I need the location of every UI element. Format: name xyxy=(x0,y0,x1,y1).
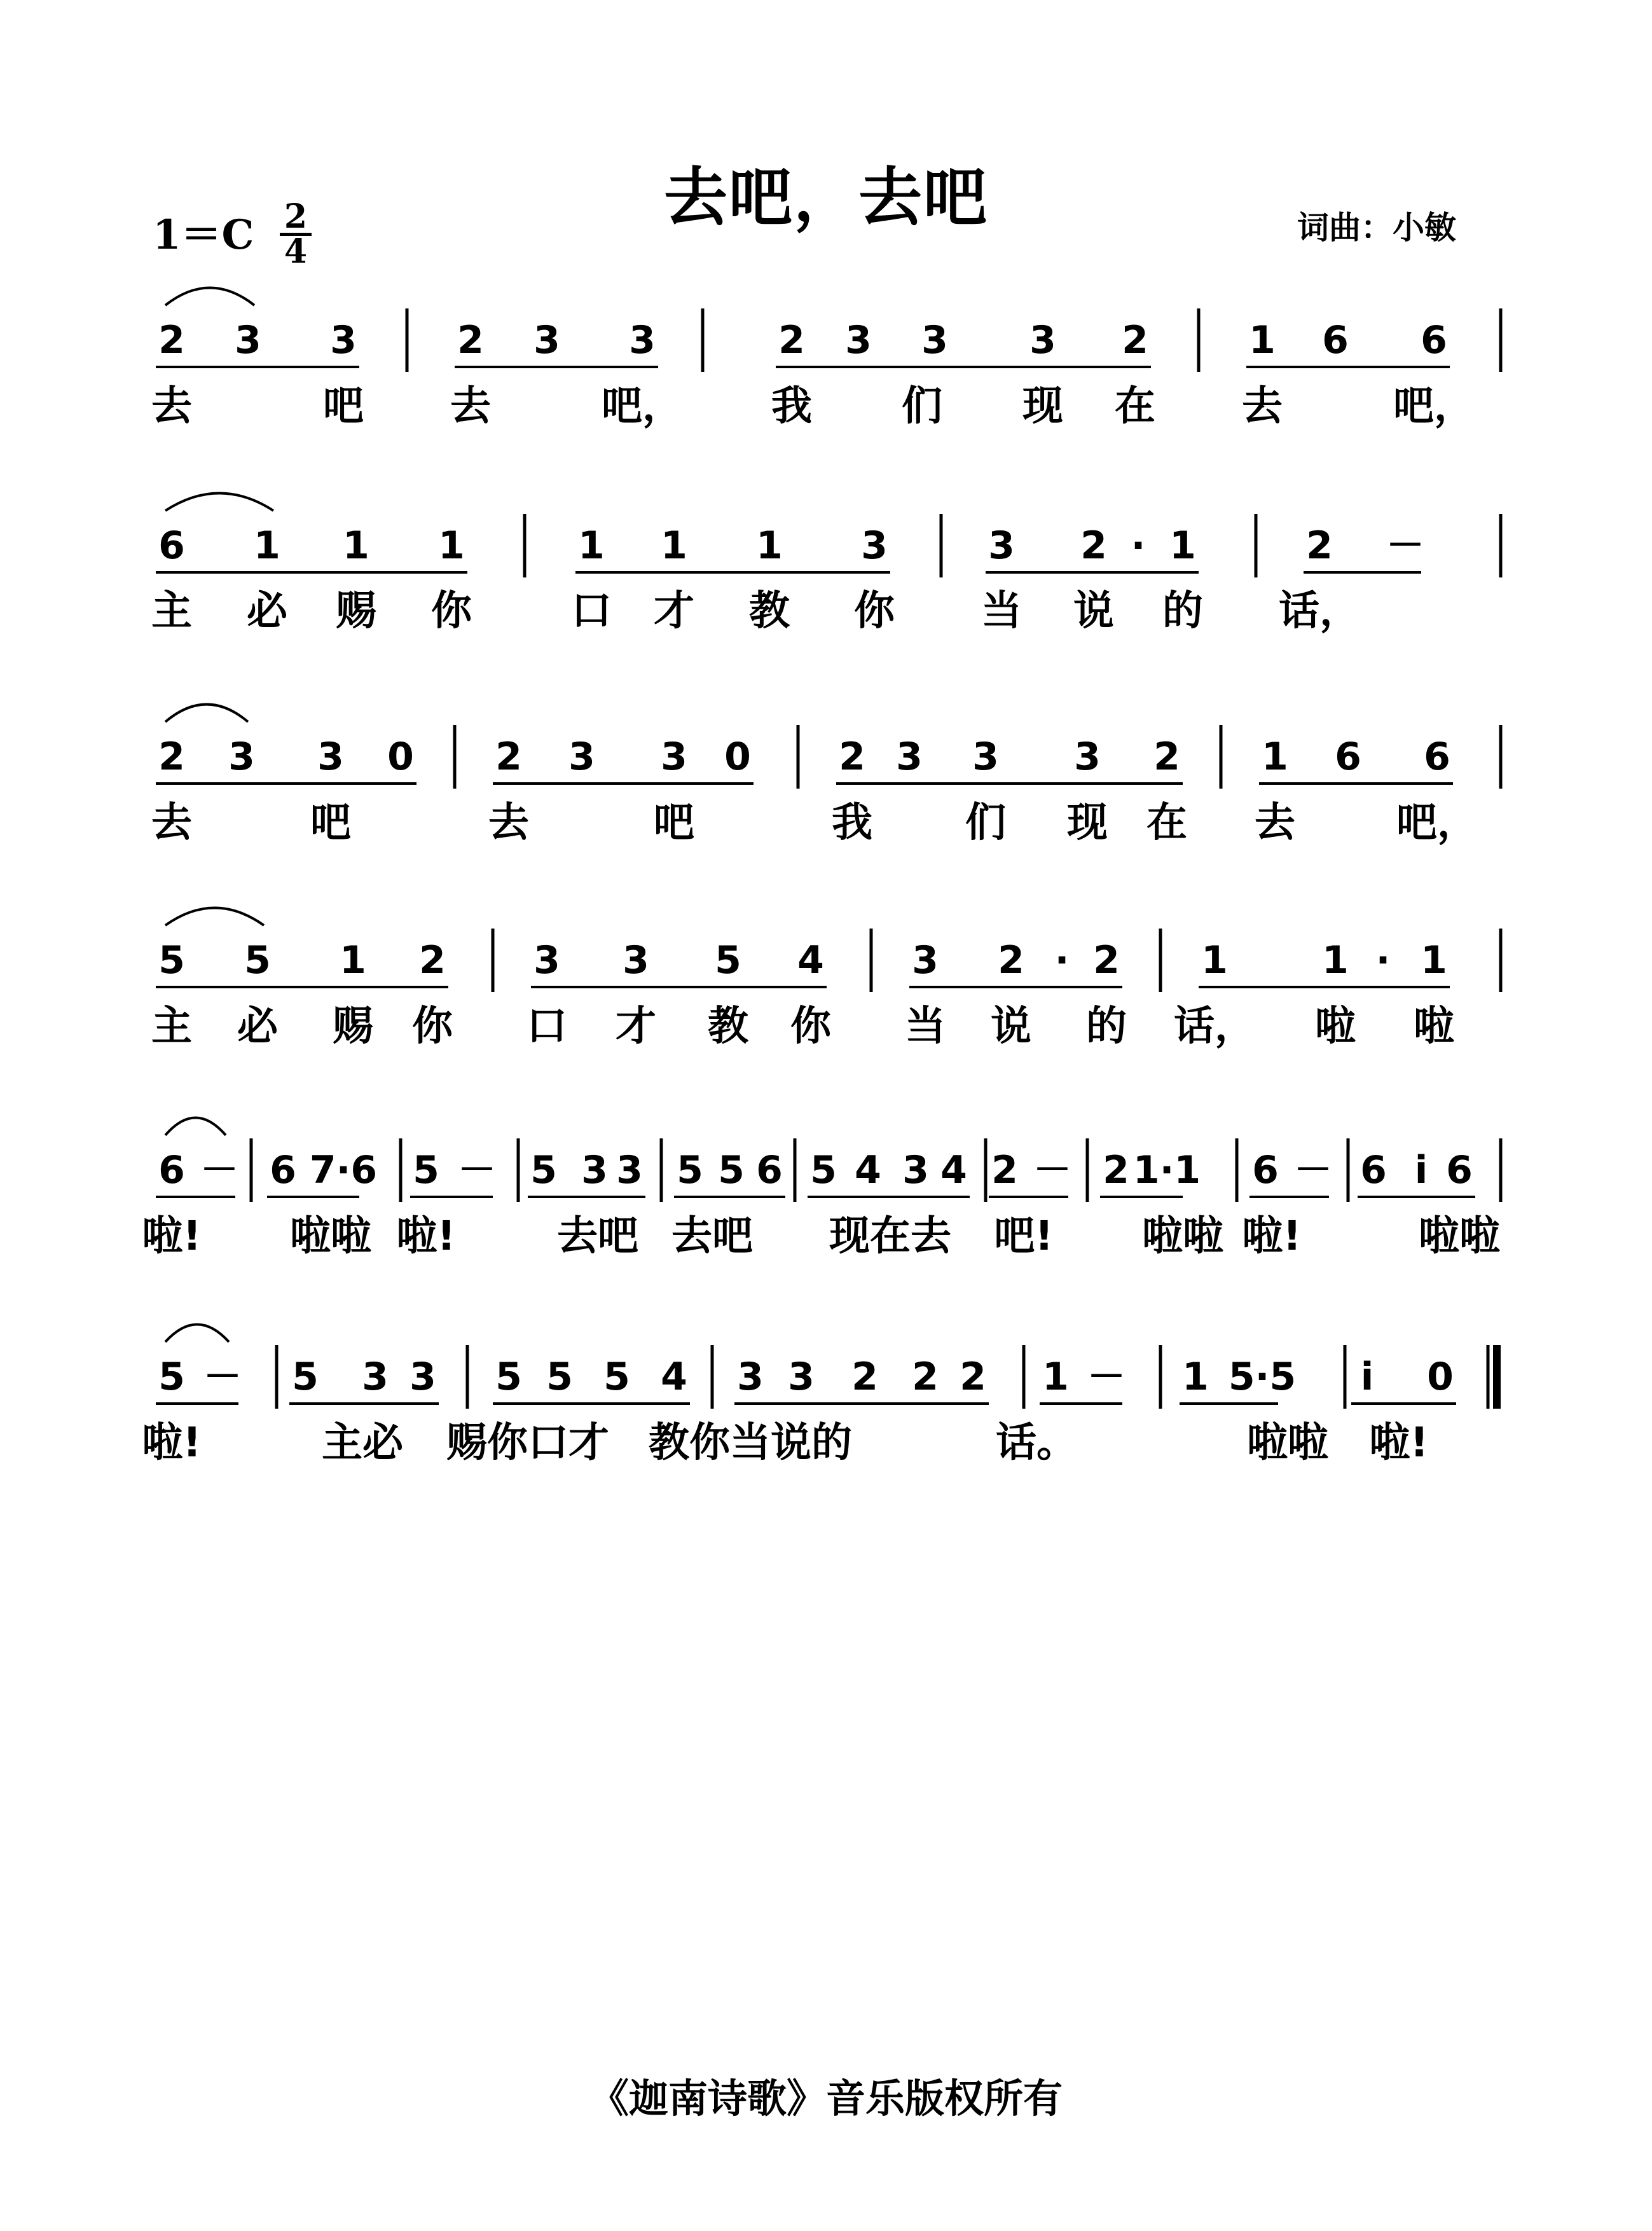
lyric: 说 xyxy=(1073,588,1114,635)
lyric: 话。 xyxy=(996,1419,1077,1467)
slur xyxy=(165,908,264,926)
composer-credit: 词曲：小敏 xyxy=(1297,209,1456,246)
note: 1 xyxy=(756,523,783,568)
lyric: 赐 xyxy=(336,588,376,635)
note: 7·6 xyxy=(309,1148,378,1192)
lyric: 吧， xyxy=(1396,799,1478,846)
note: 3 xyxy=(896,735,923,779)
lyric: 去 xyxy=(151,383,192,430)
note: － xyxy=(1294,1148,1332,1192)
note: 2 xyxy=(1306,523,1333,568)
note: 5 xyxy=(158,1355,185,1399)
lyric: 去 xyxy=(450,383,491,430)
note: 3 xyxy=(845,318,872,363)
lyric: 啦 xyxy=(1414,1003,1454,1050)
note: 6 xyxy=(1322,318,1349,363)
lyric: 当 xyxy=(905,1003,946,1050)
slur xyxy=(165,288,254,306)
lyric: 现 xyxy=(1067,799,1108,846)
lyric: 去 xyxy=(488,799,529,846)
note: － xyxy=(1087,1355,1125,1399)
lyric: 的 xyxy=(1086,1003,1127,1050)
note: 3 xyxy=(788,1355,815,1399)
lyric: 吧! xyxy=(994,1213,1054,1260)
note: 3 xyxy=(972,735,999,779)
lyric: 必 xyxy=(247,588,287,635)
lyric: 主 xyxy=(151,588,192,635)
note: 6 xyxy=(756,1148,783,1192)
note: 6 xyxy=(158,1148,185,1192)
song-title: 去吧，去吧 xyxy=(664,160,988,235)
note: 5 xyxy=(810,1148,837,1192)
note: － xyxy=(458,1148,496,1192)
note: 3 xyxy=(330,318,357,363)
note: 2 xyxy=(1080,523,1107,568)
lyric: 去 xyxy=(151,799,192,846)
note: 3 xyxy=(410,1355,436,1399)
note: 2 xyxy=(457,318,484,363)
note: 6 xyxy=(1424,735,1450,779)
slur xyxy=(165,705,248,722)
lyric: 赐你口才 xyxy=(446,1419,609,1467)
note: 1 xyxy=(1201,938,1228,983)
note: 4 xyxy=(797,938,824,983)
lyric: 吧， xyxy=(602,383,683,430)
lyric: 你 xyxy=(854,588,895,635)
note: 3 xyxy=(861,523,888,568)
note: 1 xyxy=(661,523,687,568)
note: 1 xyxy=(254,523,280,568)
note: 1 xyxy=(438,523,465,568)
note: 5 xyxy=(244,938,271,983)
lyric: 话， xyxy=(1174,1003,1255,1050)
slur xyxy=(165,1325,229,1343)
note: 6 xyxy=(1421,318,1447,363)
note: 3 xyxy=(616,1148,643,1192)
lyric: 说 xyxy=(991,1003,1031,1050)
lyric: 在 xyxy=(1115,383,1155,430)
note: 1 xyxy=(1262,735,1288,779)
lyric: 吧， xyxy=(1393,383,1475,430)
lyric: 才 xyxy=(616,1003,656,1050)
note: 3 xyxy=(737,1355,764,1399)
note: 1 xyxy=(1322,938,1349,983)
note: 3 xyxy=(533,318,560,363)
lyric: 教 xyxy=(708,1003,748,1050)
lyric: 的 xyxy=(1162,588,1203,635)
note: 5 xyxy=(495,1355,522,1399)
note: 2 xyxy=(1122,318,1148,363)
note: 3 xyxy=(988,523,1015,568)
note: 3 xyxy=(362,1355,389,1399)
note: 5 xyxy=(715,938,741,983)
lyric: 吧 xyxy=(310,799,351,846)
lyric: 啦! xyxy=(1242,1213,1302,1260)
lyric: 啦! xyxy=(396,1213,456,1260)
note: 2 xyxy=(495,735,522,779)
lyric: 去 xyxy=(1255,799,1295,846)
lyric: 去吧 xyxy=(671,1213,753,1260)
copyright-footer: 《迦南诗歌》音乐版权所有 xyxy=(589,2075,1063,2122)
note: 5 xyxy=(413,1148,439,1192)
lyric: 吧 xyxy=(654,799,694,846)
note: 2 xyxy=(158,318,185,363)
note: 5 xyxy=(292,1355,319,1399)
lyric: 你 xyxy=(790,1003,831,1050)
note: · xyxy=(1131,523,1146,568)
note: 6 xyxy=(158,523,185,568)
note: 1 xyxy=(1249,318,1276,363)
note: 3 xyxy=(235,318,261,363)
lyric: 你 xyxy=(431,588,472,635)
note: 3 xyxy=(317,735,344,779)
note: － xyxy=(1033,1148,1071,1192)
note: － xyxy=(200,1148,238,1192)
note: 2 xyxy=(1153,735,1180,779)
note: 4 xyxy=(855,1148,881,1192)
time-signature-top: 2 xyxy=(284,197,308,236)
lyric: 我 xyxy=(832,799,872,846)
lyric: 啦! xyxy=(142,1419,202,1467)
note: 2 xyxy=(991,1148,1018,1192)
note: 3 xyxy=(228,735,255,779)
lyric: 口 xyxy=(571,588,612,635)
lyric: 话， xyxy=(1279,588,1360,635)
time-signature-bottom: 4 xyxy=(284,232,308,271)
note: 5 xyxy=(603,1355,630,1399)
note: 3 xyxy=(921,318,948,363)
lyric: 口 xyxy=(527,1003,567,1050)
note: 5 xyxy=(718,1148,745,1192)
note: 0 xyxy=(724,735,751,779)
note: 3 xyxy=(629,318,656,363)
note: 1 xyxy=(343,523,369,568)
lyric: 吧 xyxy=(323,383,364,430)
lyric: 们 xyxy=(965,799,1006,846)
lyric: 教 xyxy=(749,588,790,635)
note: i xyxy=(1360,1355,1374,1399)
lyric: 啦! xyxy=(142,1213,202,1260)
note: 2 xyxy=(839,735,865,779)
note: 4 xyxy=(940,1148,967,1192)
note: 3 xyxy=(1029,318,1056,363)
note: 6 xyxy=(1252,1148,1279,1192)
note: 0 xyxy=(1427,1355,1454,1399)
note: 3 xyxy=(581,1148,608,1192)
note: 4 xyxy=(661,1355,687,1399)
note: 1 xyxy=(1169,523,1196,568)
lyric: 啦啦 xyxy=(1419,1213,1500,1260)
note: 2 xyxy=(158,735,185,779)
note: 2 xyxy=(1103,1148,1129,1192)
lyric: 啦啦 xyxy=(1142,1213,1223,1260)
note: 1 xyxy=(578,523,605,568)
note: 2 xyxy=(778,318,805,363)
note: 2 xyxy=(1093,938,1120,983)
note: · xyxy=(1054,938,1070,983)
lyric: 当 xyxy=(981,588,1022,635)
note: 2 xyxy=(998,938,1024,983)
slur xyxy=(165,1118,226,1136)
note: 6 xyxy=(1335,735,1361,779)
lyric: 在 xyxy=(1146,799,1187,846)
note: 5 xyxy=(530,1148,557,1192)
lyric: 赐 xyxy=(333,1003,373,1050)
lyric: 我 xyxy=(771,383,812,430)
note: 6 xyxy=(1446,1148,1473,1192)
note: 2 xyxy=(851,1355,878,1399)
note: 5·5 xyxy=(1228,1355,1297,1399)
lyric: 主必 xyxy=(322,1419,403,1467)
note: 6 xyxy=(270,1148,296,1192)
lyric: 现在去 xyxy=(829,1213,951,1260)
note: 3 xyxy=(533,938,560,983)
lyric: 必 xyxy=(237,1003,278,1050)
note: 2 xyxy=(419,938,446,983)
note: 1 xyxy=(340,938,366,983)
note: 3 xyxy=(623,938,649,983)
lyric: 你 xyxy=(412,1003,453,1050)
lyric: 去吧 xyxy=(557,1213,638,1260)
key-signature: 1＝C xyxy=(153,211,254,259)
lyric: 主 xyxy=(151,1003,192,1050)
lyric: 去 xyxy=(1242,383,1283,430)
note: 1·1 xyxy=(1132,1148,1201,1192)
note: － xyxy=(203,1355,242,1399)
note: 1 xyxy=(1182,1355,1209,1399)
lyric: 啦啦 xyxy=(1247,1419,1328,1467)
note: 2 xyxy=(960,1355,986,1399)
note: 3 xyxy=(912,938,939,983)
note: － xyxy=(1386,523,1424,568)
lyric: 才 xyxy=(654,588,694,635)
note: i xyxy=(1414,1148,1428,1192)
note: 1 xyxy=(1421,938,1447,983)
note: 3 xyxy=(902,1148,929,1192)
note: 2 xyxy=(912,1355,939,1399)
note: 5 xyxy=(546,1355,573,1399)
note: 3 xyxy=(1074,735,1101,779)
slur xyxy=(165,494,273,511)
note: 0 xyxy=(387,735,414,779)
note: · xyxy=(1375,938,1391,983)
note: 3 xyxy=(568,735,595,779)
lyric: 啦! xyxy=(1369,1419,1429,1467)
lyric: 教你当说的 xyxy=(649,1419,852,1467)
lyric: 们 xyxy=(902,383,942,430)
lyric: 啦啦 xyxy=(290,1213,371,1260)
note: 3 xyxy=(661,735,687,779)
note: 1 xyxy=(1042,1355,1069,1399)
lyric: 现 xyxy=(1022,383,1063,430)
note: 5 xyxy=(158,938,185,983)
note: 6 xyxy=(1360,1148,1387,1192)
lyric: 啦 xyxy=(1315,1003,1356,1050)
note: 5 xyxy=(677,1148,703,1192)
